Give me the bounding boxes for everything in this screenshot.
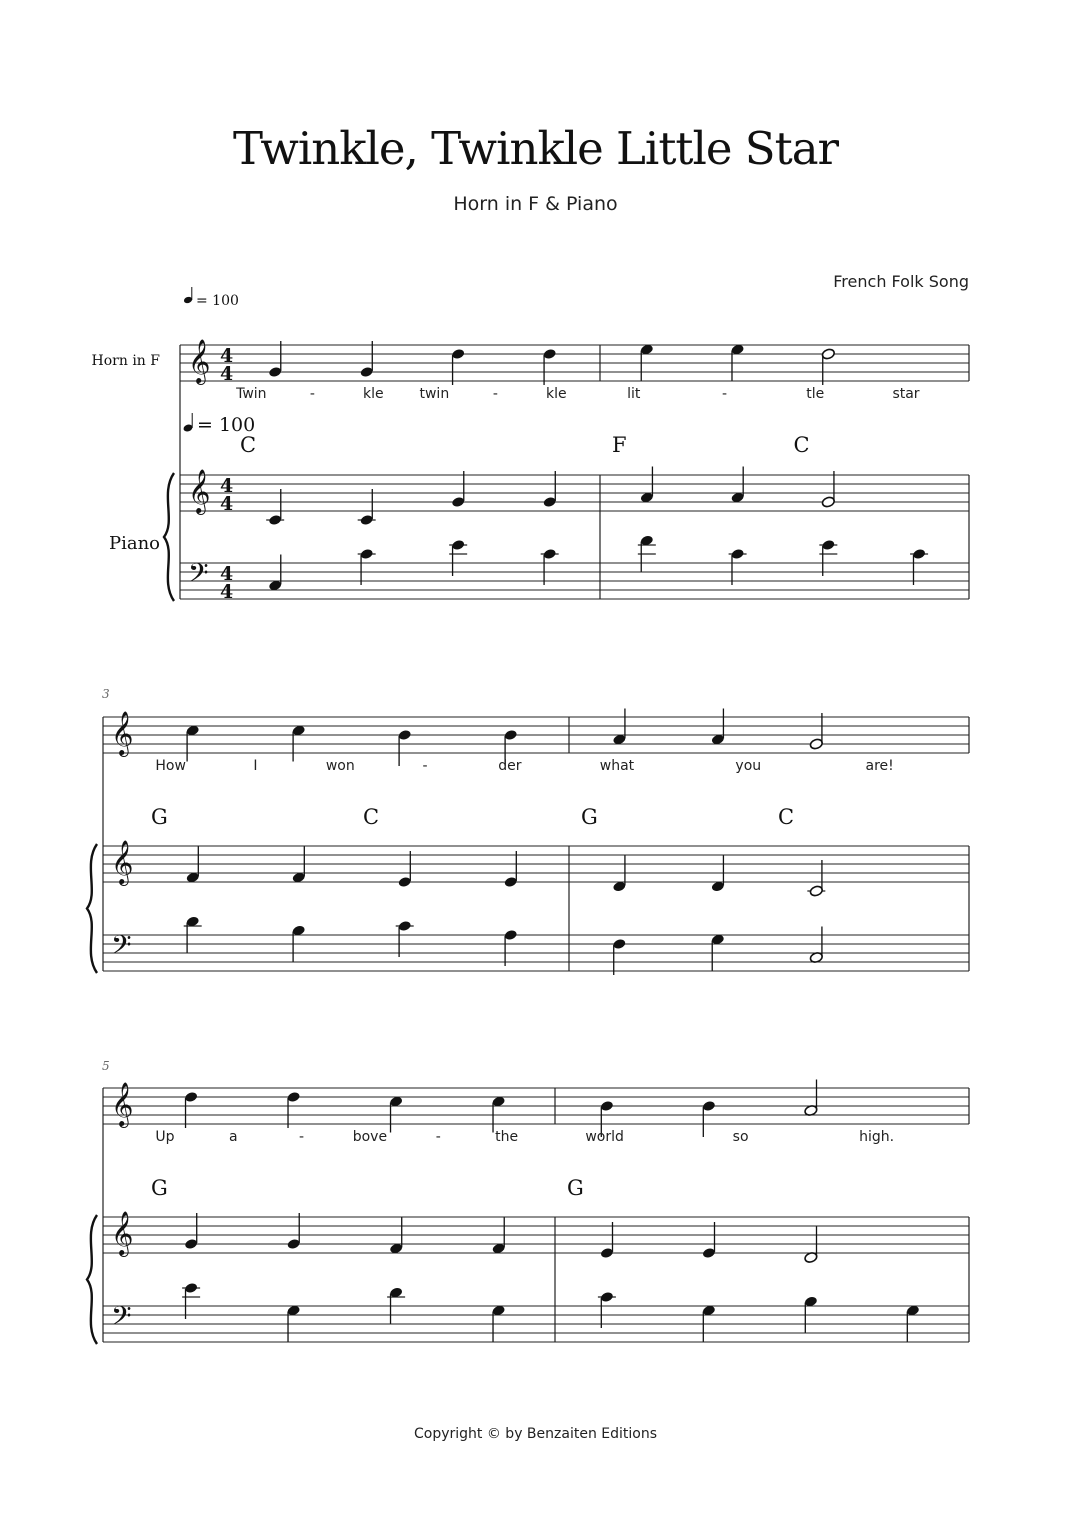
piano-treble-note (266, 489, 284, 526)
piano-treble-note (287, 1213, 301, 1250)
horn-note (730, 343, 744, 380)
chord-symbol: G (581, 805, 598, 829)
chord-symbol: G (151, 805, 168, 829)
horn-note (640, 343, 654, 380)
piano-treble-note (730, 467, 744, 504)
lyric-syllable: kle (546, 386, 567, 402)
lyric-syllable: Twin (236, 386, 267, 402)
piano-bass-note (598, 1291, 616, 1328)
piano-bass-note (184, 915, 202, 952)
piano-bass-note (387, 1286, 405, 1323)
lyric-syllable: so (732, 1129, 749, 1145)
chord-symbol: F (612, 433, 627, 457)
piano-treble-note (292, 847, 306, 884)
chord-symbol: C (793, 433, 810, 457)
horn-note (268, 341, 282, 378)
piano-treble-note (640, 467, 654, 504)
lyric-syllable: star (892, 386, 920, 402)
piano-brace-icon (164, 473, 174, 601)
piano-treble-note (184, 1213, 198, 1250)
piano-bass-note (809, 927, 823, 964)
piano-bass-note (910, 548, 928, 585)
lyric-syllable: - (721, 386, 728, 402)
piano-bass-note (819, 539, 837, 576)
piano-brace-icon (87, 1215, 97, 1344)
horn-note (398, 729, 412, 766)
piano-bass-note (612, 938, 626, 975)
piano-treble-note (451, 471, 465, 508)
piano-treble-note (504, 851, 518, 888)
lyric-syllable: what (599, 758, 635, 774)
piano-bass-note (541, 548, 559, 585)
measure-number: 3 (102, 687, 110, 701)
lyric-syllable: bove (352, 1129, 388, 1145)
piano-treble-note (711, 856, 725, 893)
lyric-syllable: a (228, 1129, 238, 1145)
chord-symbol: C (240, 433, 257, 457)
instrument-label-piano: Piano (108, 533, 160, 554)
lyric-syllable: How (155, 758, 186, 774)
lyric-syllable: der (498, 758, 522, 774)
piano-bass-note (492, 1304, 506, 1341)
lyric-syllable: kle (363, 386, 384, 402)
piano-treble-note (612, 856, 626, 893)
lyric-syllable: tle (806, 386, 825, 402)
lyric-syllable: Up (155, 1129, 175, 1145)
treble-clef-icon: 𝄞 (111, 840, 134, 884)
time-signature-top: 4 (220, 563, 234, 585)
piano-bass-note (906, 1304, 920, 1341)
composer-credit: French Folk Song (833, 272, 969, 291)
piano-treble-note (358, 489, 376, 526)
piano-treble-note (807, 860, 825, 897)
tempo-marking-horn: = 100 (196, 293, 239, 309)
lyric-syllable: world (585, 1129, 624, 1145)
piano-bass-note (638, 534, 656, 571)
horn-note (451, 348, 465, 385)
horn-note (543, 348, 557, 385)
lyric-syllable: - (309, 386, 315, 402)
piano-treble-note (543, 471, 557, 508)
piano-bass-note (358, 548, 376, 585)
treble-clef-icon: 𝄞 (111, 1211, 134, 1255)
horn-note (186, 724, 200, 761)
treble-clef-icon: 𝄞 (188, 469, 211, 513)
lyric-syllable: twin (419, 386, 450, 402)
horn-note (184, 1091, 198, 1128)
piano-treble-note (186, 847, 200, 884)
piano-brace-icon (87, 844, 97, 973)
lyric-syllable: high. (859, 1129, 895, 1145)
bass-clef-icon: 𝄢 (188, 557, 209, 595)
piano-treble-note (702, 1222, 716, 1259)
horn-note (804, 1080, 818, 1117)
piano-bass-note (292, 924, 306, 961)
piano-bass-note (702, 1304, 716, 1341)
piano-treble-note (492, 1218, 506, 1255)
piano-bass-note (287, 1304, 301, 1341)
time-signature-bottom: 4 (220, 493, 234, 515)
instrument-label-horn: Horn in F (91, 353, 160, 369)
time-signature-bottom: 4 (220, 581, 234, 603)
lyric-syllable: are! (865, 758, 894, 774)
measure-number: 5 (102, 1059, 110, 1073)
bass-clef-icon: 𝄢 (111, 929, 132, 967)
lyric-syllable: - (435, 1129, 441, 1145)
horn-note (389, 1095, 403, 1132)
copyright-notice: Copyright © by Benzaiten Editions (414, 1426, 657, 1442)
piano-bass-note (729, 548, 747, 585)
horn-note (492, 1095, 506, 1132)
lyric-syllable: - (299, 1129, 305, 1145)
lyric-syllable: I (253, 758, 258, 774)
horn-note (809, 713, 823, 750)
page-subtitle: Horn in F & Piano (453, 193, 618, 215)
piano-treble-note (600, 1222, 614, 1259)
horn-note (821, 348, 835, 385)
piano-bass-note (504, 929, 518, 966)
treble-clef-icon: 𝄞 (111, 711, 134, 755)
piano-treble-note (804, 1227, 818, 1264)
time-signature-top: 4 (220, 345, 234, 367)
piano-bass-note (711, 933, 725, 970)
chord-symbol: G (567, 1176, 584, 1200)
piano-bass-note (396, 920, 414, 957)
horn-note (702, 1100, 716, 1137)
page-title: Twinkle, Twinkle Little Star (232, 122, 839, 175)
piano-bass-note (449, 539, 467, 576)
time-signature-top: 4 (220, 475, 234, 497)
chord-symbol: C (778, 805, 795, 829)
horn-note (711, 709, 725, 746)
horn-note (360, 341, 374, 378)
chord-symbol: G (151, 1176, 168, 1200)
piano-treble-note (821, 471, 835, 508)
lyric-syllable: you (735, 758, 762, 774)
piano-bass-note (804, 1295, 818, 1332)
tempo-marking-piano: = 100 (197, 414, 256, 436)
piano-bass-note (182, 1282, 200, 1319)
bass-clef-icon: 𝄢 (111, 1300, 132, 1338)
lyric-syllable: won (325, 758, 355, 774)
time-signature-bottom: 4 (220, 363, 234, 385)
lyric-syllable: the (495, 1129, 519, 1145)
piano-bass-note (268, 555, 282, 592)
horn-note (612, 709, 626, 746)
lyric-syllable: - (492, 386, 498, 402)
treble-clef-icon: 𝄞 (188, 339, 211, 383)
piano-treble-note (398, 851, 412, 888)
chord-symbol: C (363, 805, 380, 829)
horn-note (292, 724, 306, 761)
lyric-syllable: - (422, 758, 428, 774)
lyric-syllable: lit (627, 386, 641, 402)
horn-note (287, 1091, 301, 1128)
piano-treble-note (389, 1218, 403, 1255)
treble-clef-icon: 𝄞 (111, 1082, 134, 1126)
